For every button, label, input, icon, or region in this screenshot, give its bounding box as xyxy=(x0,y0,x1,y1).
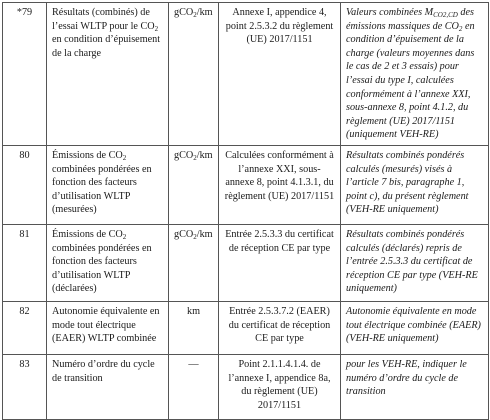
field-source: Entrée 2.5.3.3 du certificat de réception CE par type xyxy=(219,224,341,301)
field-description: Valeurs combinées $M_{CO2,CD}$ des émissions massiques de $CO_2$ en condition d’épuisement de la charge (valeurs moyennes dans le cas de 2 et 3 essais) pour l’essai du type I, calculées conformément à l’annexe XXI, sous-annexe 8, point 4.1.2, du règlement (UE) 2017/1151 (uniquement VEH-RE) xyxy=(341,3,489,146)
field-source: Annexe I, appendice 4, point 2.5.3.2 du règlement (UE) 2017/1151 xyxy=(219,3,341,146)
data-fields-table xyxy=(2,2,489,420)
field-unit: — xyxy=(169,354,219,419)
row-number: 83 xyxy=(3,354,47,419)
field-description: Résultats combinés pondérés calculés (mesurés) visés à l’article 7 bis, paragraphe 1, point c), du présent règlement (VEH-RE uniquement) xyxy=(341,145,489,224)
field-source: Point 2.1.1.4.1.4. de l’annexe I, appendice 8a, du règlement (UE) 2017/1151 xyxy=(219,354,341,419)
field-name: Émissions de $CO_2$ combinées pondérées en fonction des facteurs d’utilisation WLTP (mesurées) xyxy=(47,145,169,224)
field-name: Autonomie équivalente en mode tout électrique (EAER) WLTP combinée xyxy=(47,301,169,354)
table-row xyxy=(3,301,489,354)
field-unit: km xyxy=(169,301,219,354)
field-name: Résultats (combinés) de l’essai WLTP pour le $CO_2$ en condition d’épuisement de la charge xyxy=(47,3,169,146)
field-source: Entrée 2.5.3.7.2 (EAER) du certificat de réception CE par type xyxy=(219,301,341,354)
row-number: 81 xyxy=(3,224,47,301)
row-number: 80 xyxy=(3,145,47,224)
row-number: 82 xyxy=(3,301,47,354)
row-number: *79 xyxy=(3,3,47,146)
table-row xyxy=(3,145,489,224)
table-row xyxy=(3,3,489,146)
field-unit: gCO$_2$/km xyxy=(169,145,219,224)
field-description: Autonomie équivalente en mode tout électrique combinée (EAER) (VEH-RE uniquement) xyxy=(341,301,489,354)
field-description: pour les VEH-RE, indiquer le numéro d’ordre du cycle de transition xyxy=(341,354,489,419)
table-row xyxy=(3,224,489,301)
field-name: Numéro d’ordre du cycle de transition xyxy=(47,354,169,419)
field-name: Émissions de $CO_2$ combinées pondérées en fonction des facteurs d’utilisation WLTP (déclarées) xyxy=(47,224,169,301)
field-unit: gCO$_2$/km xyxy=(169,3,219,146)
field-description: Résultats combinés pondérés calculés (déclarés) repris de l’entrée 2.5.3.3 du certificat de réception CE par type (VEH-RE uniquement) xyxy=(341,224,489,301)
field-source: Calculées conformément à l’annexe XXI, sous-annexe 8, point 4.1.3.1, du règlement (UE) 2017/1151 xyxy=(219,145,341,224)
field-unit: gCO$_2$/km xyxy=(169,224,219,301)
table-row xyxy=(3,354,489,419)
